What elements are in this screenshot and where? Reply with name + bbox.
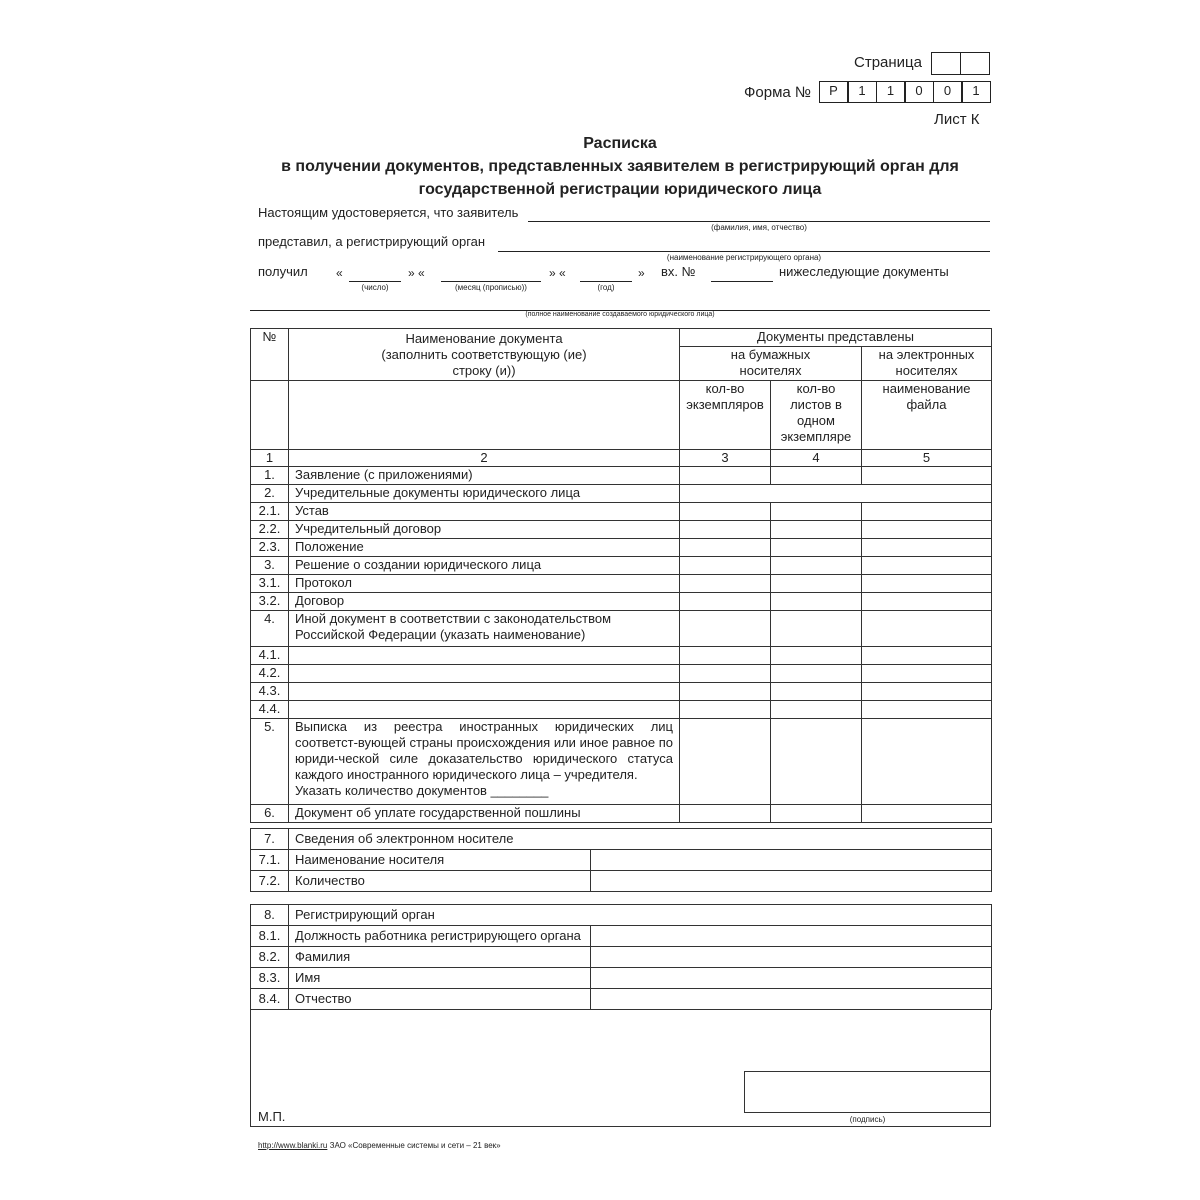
footer-link[interactable]: http://www.blanki.ru (258, 1141, 328, 1150)
signature-hint: (подпись) (849, 1115, 886, 1124)
table-row (251, 611, 992, 647)
table-row (251, 926, 992, 947)
file-name-cell[interactable] (862, 503, 992, 521)
position-field[interactable] (591, 926, 992, 947)
header-number: № (251, 329, 289, 381)
table-row (251, 701, 992, 719)
column-number-5: 5 (862, 450, 992, 467)
row-name-input[interactable] (289, 683, 680, 701)
copies-cell[interactable] (680, 665, 771, 683)
copies-cell[interactable] (680, 701, 771, 719)
copies-cell[interactable] (680, 611, 771, 647)
sheets-cell[interactable] (771, 503, 862, 521)
copies-cell[interactable] (680, 647, 771, 665)
file-name-cell[interactable] (862, 665, 992, 683)
header-electronic-media: на электронных носителях (862, 347, 992, 381)
page-label: Страница (854, 54, 922, 71)
sheets-cell[interactable] (771, 611, 862, 647)
table-row (251, 905, 992, 926)
group-cell (680, 485, 992, 503)
sheets-cell[interactable] (771, 593, 862, 611)
copies-cell[interactable] (680, 575, 771, 593)
row-number: 3.2. (251, 593, 289, 611)
row-number: 7.1. (251, 850, 289, 871)
title-heading: Расписка (583, 135, 657, 152)
row-number: 5. (251, 719, 289, 805)
header-document-name: Наименование документа (заполнить соответствующую (ие) строку (и)) (289, 329, 680, 381)
sheets-cell[interactable] (771, 805, 862, 823)
row-number: 3.1. (251, 575, 289, 593)
file-name-cell[interactable] (862, 557, 992, 575)
row-number: 8. (251, 905, 289, 926)
table-row (251, 521, 992, 539)
row-number: 8.4. (251, 989, 289, 1010)
copies-cell[interactable] (680, 503, 771, 521)
copies-cell[interactable] (680, 557, 771, 575)
form-code-box: 0 (933, 81, 962, 103)
file-name-cell[interactable] (862, 539, 992, 557)
month-hint: (месяц (прописью)) (455, 283, 527, 292)
row-name: Сведения об электронном носителе (289, 829, 992, 850)
file-name-cell[interactable] (862, 719, 992, 805)
row-number: 8.1. (251, 926, 289, 947)
row-number: 2.3. (251, 539, 289, 557)
sheets-cell[interactable] (771, 467, 862, 485)
row-number: 2. (251, 485, 289, 503)
row-number: 7. (251, 829, 289, 850)
table-row (251, 829, 992, 850)
table-row (251, 805, 992, 823)
row-name: Иной документ в соответствии с законодательством Российской Федерации (указать наименование) (289, 611, 680, 647)
row-number: 4. (251, 611, 289, 647)
column-number-2: 2 (289, 450, 680, 467)
surname-field[interactable] (591, 947, 992, 968)
copies-cell[interactable] (680, 805, 771, 823)
row-number: 2.1. (251, 503, 289, 521)
row-name: Договор (289, 593, 680, 611)
page-number-box-1[interactable] (931, 52, 961, 75)
sheets-cell[interactable] (771, 701, 862, 719)
row-name-input[interactable] (289, 647, 680, 665)
patronymic-field[interactable] (591, 989, 992, 1010)
table-row (251, 665, 992, 683)
row-name: Протокол (289, 575, 680, 593)
row-name: Имя (289, 968, 591, 989)
copies-cell[interactable] (680, 521, 771, 539)
documents-table (250, 328, 992, 823)
table-row (251, 871, 992, 892)
entity-name-hint: (полное наименование создаваемого юридического лица) (525, 311, 715, 318)
row-name-input[interactable] (289, 665, 680, 683)
sheets-cell[interactable] (771, 647, 862, 665)
registrar-name-field[interactable] (498, 251, 990, 252)
table-row (251, 989, 992, 1010)
quote-sep-1: » « (408, 266, 425, 280)
table-row (251, 947, 992, 968)
certify-text: Настоящим удостоверяется, что заявитель (258, 205, 519, 220)
header-file-name: наименование файла (862, 381, 992, 450)
header-sheets: кол-во листов в одном экземпляре (771, 381, 862, 450)
file-name-cell[interactable] (862, 521, 992, 539)
row-name: Заявление (с приложениями) (289, 467, 680, 485)
row-number: 8.2. (251, 947, 289, 968)
sheets-cell[interactable] (771, 719, 862, 805)
form-code-box: Р (819, 81, 848, 103)
media-quantity-field[interactable] (591, 871, 992, 892)
month-field[interactable] (441, 281, 541, 282)
row-name-text: Выписка из реестра иностранных юридических лиц соответст-вующей страны происхождения или иное равное по юриди-ческой силе доказательство юридического статуса каждого иностранного юридического лица – учредителя. (295, 719, 673, 782)
row-number: 4.4. (251, 701, 289, 719)
file-name-cell[interactable] (862, 593, 992, 611)
table-row (251, 850, 992, 871)
inbox-number-label: вх. № (661, 264, 696, 279)
file-name-cell[interactable] (862, 701, 992, 719)
form-code-box: 1 (848, 81, 877, 103)
row-name: Документ об уплате государственной пошлины (289, 805, 680, 823)
row-name-input[interactable] (289, 701, 680, 719)
header-copies: кол-во экземпляров (680, 381, 771, 450)
day-hint: (число) (361, 283, 389, 292)
copies-cell[interactable] (680, 539, 771, 557)
row-number: 7.2. (251, 871, 289, 892)
file-name-cell[interactable] (862, 467, 992, 485)
quote-open: « (336, 266, 343, 280)
row-name: Регистрирующий орган (289, 905, 992, 926)
row-name: Решение о создании юридического лица (289, 557, 680, 575)
table-row (251, 467, 992, 485)
file-name-cell[interactable] (862, 805, 992, 823)
header-blank-1 (251, 381, 289, 450)
row-number: 6. (251, 805, 289, 823)
footer-company: ЗАО «Современные системы и сети – 21 век» (329, 1141, 501, 1150)
row-name: Учредительный договор (289, 521, 680, 539)
table-row (251, 485, 992, 503)
year-field[interactable] (580, 281, 632, 282)
year-hint: (год) (597, 283, 615, 292)
file-name-cell[interactable] (862, 683, 992, 701)
header-paper-media: на бумажных носителях (680, 347, 862, 381)
first-name-field[interactable] (591, 968, 992, 989)
day-field[interactable] (349, 281, 401, 282)
registrar-table (250, 904, 992, 1010)
inbox-number-field[interactable] (711, 281, 773, 282)
form-code-box: 1 (876, 81, 905, 103)
row-number: 2.2. (251, 521, 289, 539)
form-number-label: Форма № (744, 84, 812, 101)
row-name: Фамилия (289, 947, 591, 968)
table-row (251, 683, 992, 701)
copies-cell[interactable] (680, 467, 771, 485)
header-blank-2 (289, 381, 680, 450)
sheets-cell[interactable] (771, 557, 862, 575)
copies-cell[interactable] (680, 719, 771, 805)
row-name: Наименование носителя (289, 850, 591, 871)
copies-cell[interactable] (680, 683, 771, 701)
sheets-cell[interactable] (771, 665, 862, 683)
table-row (251, 557, 992, 575)
copies-cell[interactable] (680, 593, 771, 611)
row-name: Устав (289, 503, 680, 521)
media-name-field[interactable] (591, 850, 992, 871)
page-number-box-2[interactable] (960, 52, 990, 75)
quote-close: » (638, 266, 645, 280)
row-number: 3. (251, 557, 289, 575)
presented-text: представил, а регистрирующий орган (258, 234, 486, 249)
table-row (251, 719, 992, 805)
row-name-count: Указать количество документов ________ (295, 783, 549, 798)
sheets-cell[interactable] (771, 575, 862, 593)
table-row (251, 503, 992, 521)
registrar-name-hint: (наименование регистрирующего органа) (666, 253, 822, 262)
row-number: 4.3. (251, 683, 289, 701)
file-name-cell[interactable] (862, 575, 992, 593)
sheets-cell[interactable] (771, 539, 862, 557)
sheets-cell[interactable] (771, 521, 862, 539)
form-code-box: 0 (905, 81, 934, 103)
table-row (251, 968, 992, 989)
row-name: Должность работника регистрирующего органа (289, 926, 591, 947)
table-row (251, 575, 992, 593)
header-documents-presented: Документы представлены (680, 329, 992, 347)
row-name: Количество (289, 871, 591, 892)
column-number-3: 3 (680, 450, 771, 467)
column-number-1: 1 (251, 450, 289, 467)
table-row (251, 539, 992, 557)
row-name (289, 719, 680, 805)
received-text: получил (258, 264, 308, 279)
sheet-label: Лист К (934, 111, 980, 128)
stamp-label: М.П. (258, 1109, 286, 1124)
electronic-media-table (250, 828, 992, 892)
row-number: 4.1. (251, 647, 289, 665)
applicant-name-field[interactable] (528, 221, 990, 222)
row-name: Учредительные документы юридического лица (289, 485, 680, 503)
applicant-name-hint: (фамилия, имя, отчество) (711, 223, 807, 232)
row-number: 8.3. (251, 968, 289, 989)
title-line-3: государственной регистрации юридического лица (418, 181, 822, 198)
signature-box[interactable] (744, 1071, 991, 1113)
file-name-cell[interactable] (862, 611, 992, 647)
form-code-box: 1 (962, 81, 991, 103)
file-name-cell[interactable] (862, 647, 992, 665)
row-number: 1. (251, 467, 289, 485)
table-row (251, 647, 992, 665)
row-name: Отчество (289, 989, 591, 1010)
column-number-4: 4 (771, 450, 862, 467)
quote-sep-2: » « (549, 266, 566, 280)
row-number: 4.2. (251, 665, 289, 683)
sheets-cell[interactable] (771, 683, 862, 701)
title-line-2: в получении документов, представленных заявителем в регистрирующий орган для (281, 158, 959, 175)
row-name: Положение (289, 539, 680, 557)
following-documents-text: нижеследующие документы (779, 264, 949, 279)
table-row (251, 593, 992, 611)
